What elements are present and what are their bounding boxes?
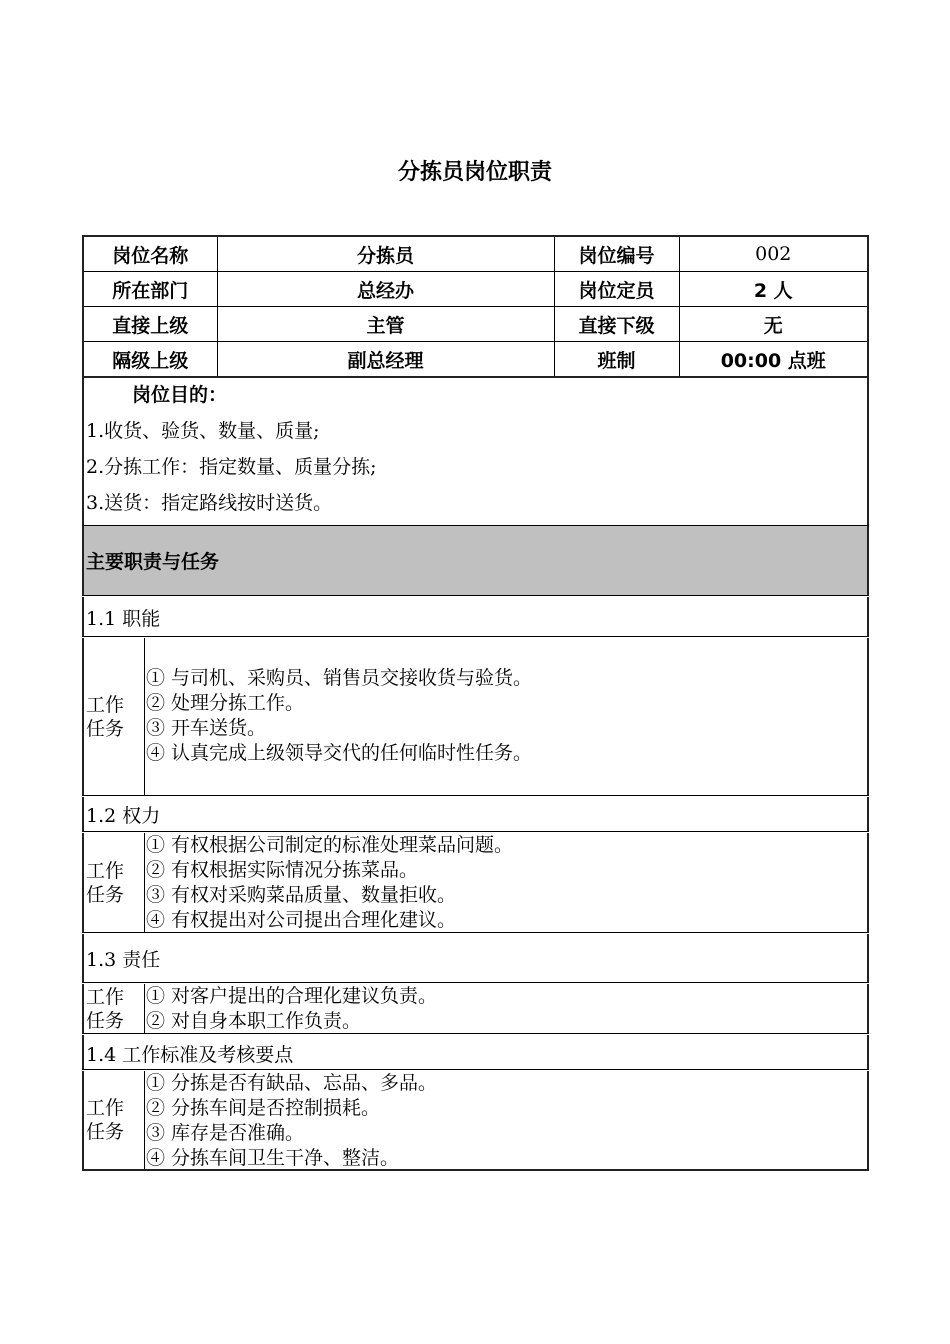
task-label-cell (84, 833, 145, 932)
subsection-title: 1.1 职能 (86, 608, 161, 630)
task-row (82, 638, 869, 796)
info-table (82, 235, 869, 378)
field-label: 班制 (554, 342, 679, 378)
task-item: ④ 分拣车间卫生干净、整洁。 (146, 1147, 400, 1169)
task-items (146, 666, 532, 766)
field-value: 002 (679, 236, 868, 272)
info-row (83, 307, 868, 342)
info-row (83, 236, 868, 272)
field-value: 分拣员 (217, 236, 554, 272)
purpose-line: 1.收货、验货、数量、质量; (86, 420, 320, 442)
task-row (82, 1071, 869, 1171)
task-item: ① 分拣是否有缺品、忘品、多品。 (146, 1072, 438, 1094)
field-label: 隔级上级 (83, 342, 217, 378)
task-items (146, 833, 513, 933)
task-label: 工作任务 (86, 859, 125, 906)
task-item: ④ 认真完成上级领导交代的任何临时性任务。 (146, 742, 533, 764)
task-item: ② 对自身本职工作负责。 (146, 1010, 362, 1032)
purpose-title: 岗位目的： (132, 384, 228, 406)
subsection-title: 1.4 工作标准及考核要点 (86, 1044, 294, 1066)
field-label: 所在部门 (83, 272, 217, 307)
task-item: ② 有权根据实际情况分拣菜品。 (146, 859, 419, 881)
task-label-cell (84, 1071, 145, 1169)
field-label: 岗位定员 (554, 272, 679, 307)
task-label: 工作任务 (86, 693, 125, 740)
task-item: ③ 开车送货。 (146, 717, 267, 739)
task-item: ① 与司机、采购员、销售员交接收货与验货。 (146, 667, 533, 689)
info-row (83, 342, 868, 378)
task-row (82, 984, 869, 1034)
subsection-header (82, 597, 869, 637)
subsection-header (82, 1035, 869, 1070)
subsection-header (82, 797, 869, 832)
field-value: 2 人 (679, 272, 868, 307)
task-label: 工作任务 (86, 1097, 125, 1143)
purpose-line: 2.分拣工作：指定数量、质量分拣; (86, 456, 377, 478)
task-row (82, 833, 869, 933)
field-value: 00:00 点班 (679, 342, 868, 378)
info-row (83, 272, 868, 307)
field-value: 无 (679, 307, 868, 342)
section-header (82, 526, 869, 596)
page-title: 分拣员岗位职责 (397, 160, 552, 185)
task-label-cell (84, 638, 145, 795)
task-items (146, 984, 437, 1034)
section-title: 主要职责与任务 (86, 551, 220, 573)
task-items (146, 1071, 437, 1171)
field-label: 直接上级 (83, 307, 217, 342)
task-item: ③ 有权对采购菜品质量、数量拒收。 (146, 884, 457, 906)
field-label: 岗位名称 (83, 236, 217, 272)
field-value: 主管 (217, 307, 554, 342)
task-item: ② 处理分拣工作。 (146, 692, 305, 714)
subsection-header (82, 934, 869, 983)
field-value: 副总经理 (217, 342, 554, 378)
task-item: ② 分拣车间是否控制损耗。 (146, 1097, 381, 1119)
task-item: ① 对客户提出的合理化建议负责。 (146, 985, 438, 1007)
task-item: ① 有权根据公司制定的标准处理菜品问题。 (146, 834, 514, 856)
field-value: 总经办 (217, 272, 554, 307)
task-label: 工作任务 (86, 985, 125, 1032)
field-label: 直接下级 (554, 307, 679, 342)
purpose-block (82, 378, 869, 526)
purpose-line: 3.送货：指定路线按时送货。 (86, 492, 333, 514)
task-label-cell (84, 984, 145, 1033)
task-item: ③ 库存是否准确。 (146, 1122, 305, 1144)
field-label: 岗位编号 (554, 236, 679, 272)
subsection-title: 1.3 责任 (86, 949, 161, 971)
subsection-title: 1.2 权力 (86, 805, 161, 827)
task-item: ④ 有权提出对公司提出合理化建议。 (146, 909, 457, 931)
